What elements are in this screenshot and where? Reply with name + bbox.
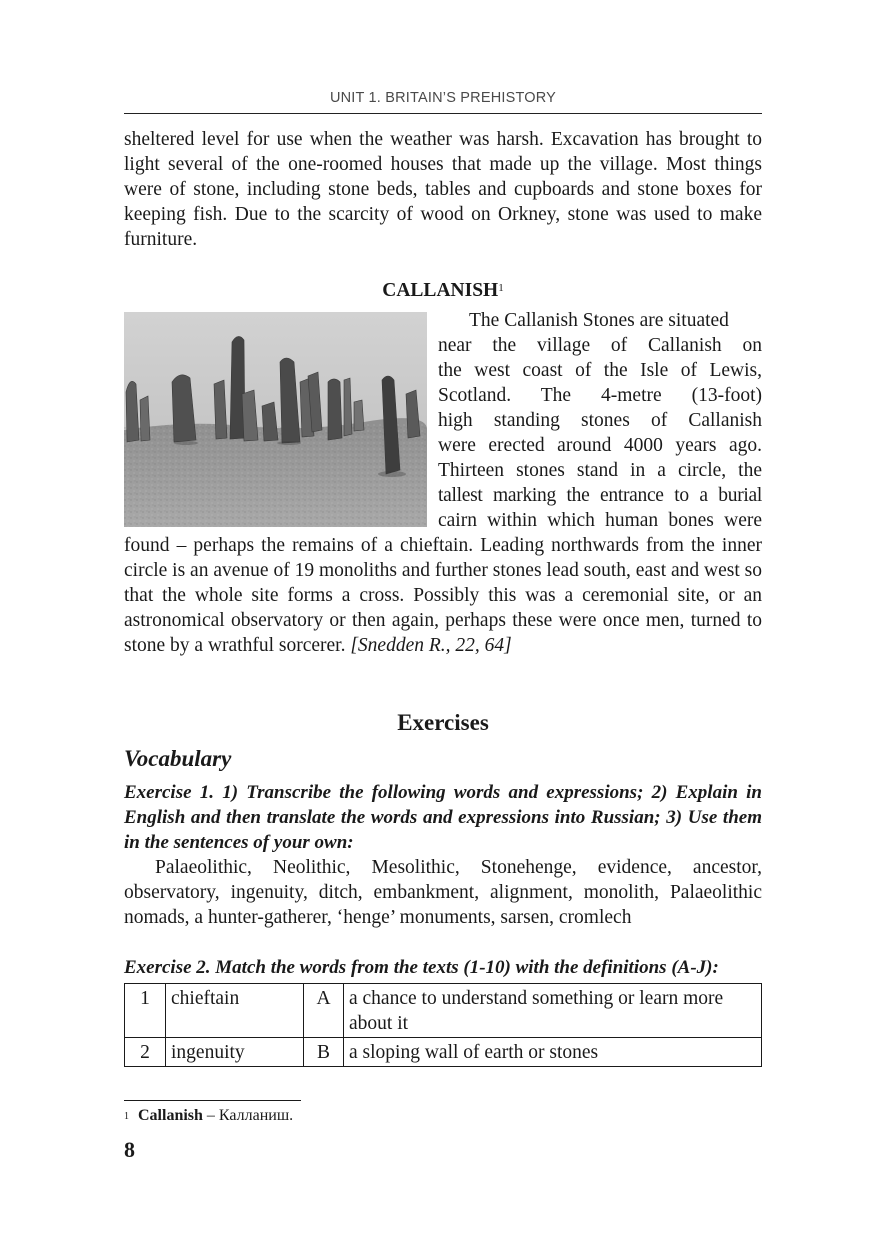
continuation-text: found – perhaps the remains of a chieftain. Leading northwards from the inner circle is an avenue of 19 monoliths and further stones lead south, east and west so that the whole site forms a cross. Possibly this was a ceremonial site, or an astronomical observatory or then again, perhaps these were once men, turned to stone by a wrathful sorcerer. [124,535,762,656]
row-definition: a sloping wall of earth or stones [344,1038,762,1067]
text-line: Thirteen stones stand in a circle, the [438,460,762,481]
table-row [125,984,762,1038]
footnote-term: Callanish [138,1107,203,1124]
section-title [124,278,762,303]
callanish-stones-photo [124,312,427,527]
footnote-mark: 1 [124,1111,129,1122]
header-divider [124,113,762,114]
exercise-2-instruction: Exercise 2. Match the words from the texts (1-10) with the definitions (A-J): [124,957,719,978]
row-number: 2 [125,1038,166,1067]
text-line: were erected around 4000 years ago. [438,435,762,456]
section-title-text: CALLANISH [382,280,499,301]
footnote [124,1105,293,1127]
callanish-continuation [124,533,762,658]
row-word: chieftain [166,984,304,1038]
running-header: UNIT 1. BRITAIN’S PREHISTORY [329,90,557,106]
intro-paragraph: sheltered level for use when the weather was harsh. Excavation has brought to light several of the one-roomed houses that made up the village. Most things were of stone, including stone beds, tables and cupboards and stone boxes for keeping fish. Due to the scarcity of wood on Orkney, stone was used to make furniture. [124,129,762,250]
footnote-reference: 1 [498,282,504,294]
text-line: tallest marking the entrance to a burial [438,485,762,506]
citation: [Snedden R., 22, 64] [350,635,512,656]
row-word: ingenuity [166,1038,304,1067]
text-line: The Callanish Stones are situated [469,310,729,331]
text-line: near the village of Callanish on [438,335,762,356]
row-letter: B [304,1038,344,1067]
matching-table [124,983,762,1067]
page-number: 8 [124,1137,135,1162]
text-line: Scotland. The 4-metre (13-foot) [438,385,762,406]
footnote-translation: – Калланиш. [202,1107,294,1124]
text-line: high standing stones of Callanish [438,410,762,431]
exercise-1-word-list: Palaeolithic, Neolithic, Mesolithic, Stonehenge, evidence, ancestor, observatory, ingenuity, ditch, embankment, alignment, monolith, Palaeolithic nomads, a hunter-gatherer, ‘henge’ monuments, sarsen, cromlech [124,857,762,928]
table-row [125,1038,762,1067]
exercises-heading: Exercises [397,710,489,735]
row-number: 1 [125,984,166,1038]
callanish-wrapped-text [438,308,762,533]
row-letter: A [304,984,344,1038]
footnote-divider [124,1100,301,1101]
text-line: the west coast of the Isle of Lewis, [438,360,762,381]
text-line: cairn within which human bones were [438,510,762,531]
exercise-1-instruction: Exercise 1. 1) Transcribe the following words and expressions; 2) Explain in English and then translate the words and expressions into Russian; 3) Use them in the sentences of your own: [124,782,762,853]
row-definition: a chance to understand something or learn more about it [344,984,762,1038]
vocabulary-heading: Vocabulary [124,746,232,771]
